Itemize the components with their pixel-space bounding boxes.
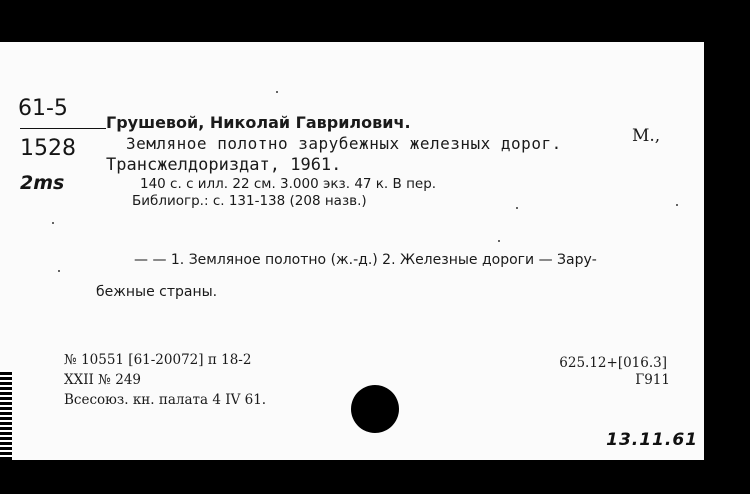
handwritten-shelfmark-3: 2ms [20, 172, 65, 194]
book-chamber-line: Всесоюз. кн. палата 4 IV 61. [64, 392, 267, 408]
author-name: Грушевой, Николай Гаврилович. [106, 113, 411, 132]
card-number-line: № 10551 [61-20072] п 18-2 [64, 352, 252, 368]
handwritten-shelfmark-1: 61-5 [18, 96, 68, 121]
author-rule [20, 128, 106, 129]
card-edge-marks [0, 370, 12, 460]
speck [276, 91, 278, 93]
handwritten-shelfmark-2: 1528 [20, 136, 76, 161]
cutter-number: Г911 [635, 372, 670, 388]
handwritten-date-stamp: 13.11.61 [606, 430, 698, 450]
udc-classification: 625.12+[016.3] [559, 355, 667, 371]
publisher-line: Трансжелдориздат, 1961. [106, 155, 342, 175]
card-punch-hole [351, 385, 399, 433]
book-title: Земляное полотно зарубежных железных дорог. [126, 134, 562, 153]
collation-line: 140 с. с илл. 22 см. 3.000 экз. 47 к. В пер. [140, 176, 437, 192]
speck [52, 222, 54, 224]
bibliography-note: Библиогр.: с. 131-138 (208 назв.) [132, 193, 367, 209]
subject-headings-line-1: — — 1. Земляное полотно (ж.-д.) 2. Железные дороги — Зару- [134, 252, 597, 268]
series-line: XXII № 249 [64, 372, 142, 388]
speck [516, 207, 518, 209]
publication-city: М., [632, 126, 661, 146]
subject-headings-line-2: бежные страны. [96, 284, 218, 300]
speck [58, 270, 60, 272]
speck [676, 204, 678, 206]
speck [498, 240, 500, 242]
